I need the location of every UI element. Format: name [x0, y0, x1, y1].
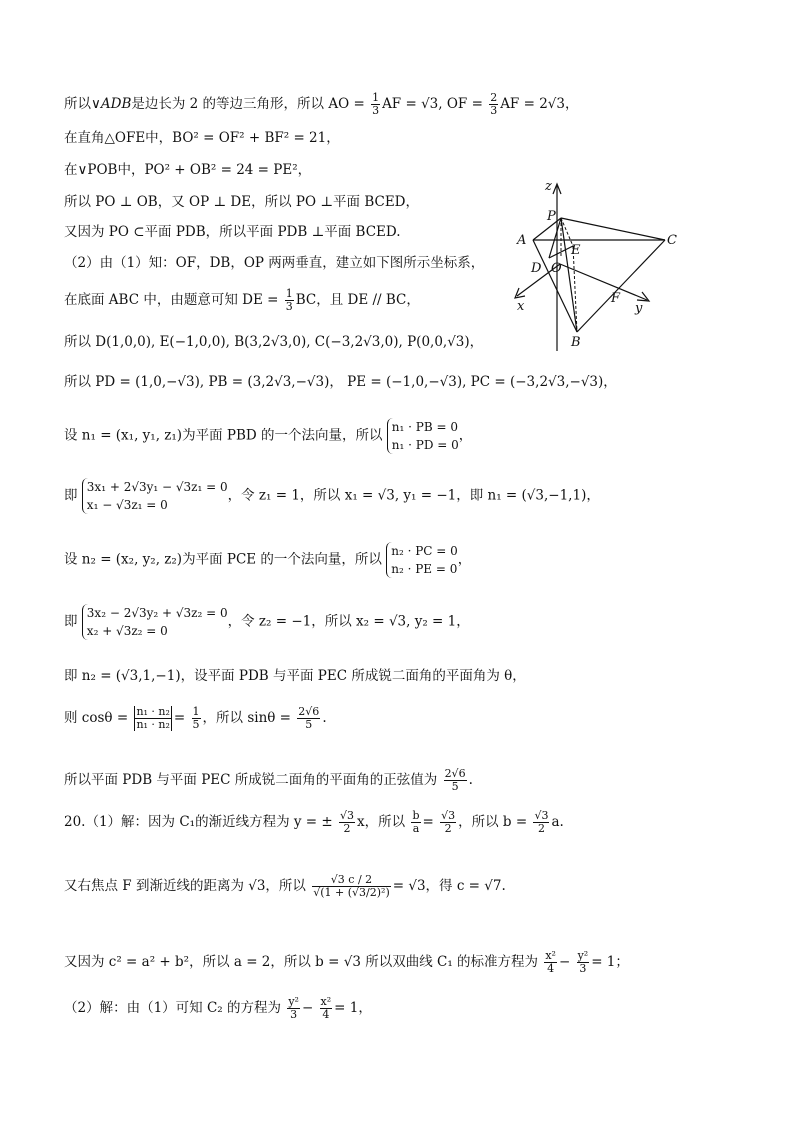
equation: x₁ − √3z₁ = 0 — [86, 498, 168, 512]
edge-cb — [577, 240, 665, 332]
denominator: 4 — [322, 1008, 330, 1021]
text: = — [173, 710, 186, 726]
text: 设 n₂ = (x₂, y₂, z₂)为平面 PCE 的一个法向量，所以 — [64, 551, 382, 568]
text: BC，且 DE // BC， — [295, 292, 420, 308]
numerator: √3 — [441, 809, 456, 822]
text-line-8: 所以 D(1,0,0), E(−1,0,0), B(3,2√3,0), C(−3,2√3,0), P(0,0,√3)， — [64, 334, 484, 350]
numerator: √3 — [534, 809, 549, 822]
equation: 3x₂ − 2√3y₂ + √3z₂ = 0 — [86, 606, 228, 620]
text: ，所以 sinθ = — [202, 710, 291, 726]
denominator: 2 — [537, 822, 545, 835]
text-line-9: 所以 PD = (1,0,−√3), PB = (3,2√3,−√3)， PE = (−1,0,−√3), PC = (−3,2√3,−√3)， — [64, 374, 617, 390]
text: . — [322, 710, 327, 726]
denominator: 3 — [372, 104, 380, 117]
text: （2）解：由（1）可知 C₂ 的方程为 — [64, 1000, 282, 1016]
text: = 1， — [334, 1000, 372, 1016]
text-line-15 — [64, 706, 327, 731]
text-line-16 — [64, 768, 473, 793]
equation-system — [82, 604, 228, 640]
denominator: 5 — [305, 718, 313, 731]
label-z: z — [545, 179, 552, 194]
text-line-5: 又因为 PO ⊂平面 PDB，所以平面 PDB ⊥平面 BCED. — [64, 224, 401, 240]
numerator: y² — [288, 995, 299, 1008]
label-y: y — [635, 301, 643, 316]
text-line-13 — [64, 604, 470, 640]
fraction — [287, 996, 300, 1021]
text: AF = 2√3， — [500, 96, 579, 112]
text: ，所以 b = — [458, 814, 528, 830]
text: 又右焦点 F 到渐近线的距离为 √3，所以 — [64, 878, 306, 894]
text: 所以平面 PDB 与平面 PEC 所成锐二面角的平面角的正弦值为 — [64, 772, 438, 788]
text: . — [468, 772, 473, 788]
numerator: y² — [577, 949, 589, 962]
denominator: 3 — [490, 104, 498, 117]
text: 在底面 ABC 中，由题意可知 DE = — [64, 292, 279, 308]
fraction — [440, 810, 456, 835]
text: − — [301, 1000, 314, 1016]
text: AF = √3, OF = — [382, 96, 483, 112]
fraction — [533, 810, 549, 835]
edge-pc — [561, 218, 665, 240]
equation-system — [82, 478, 228, 514]
x-arrow — [515, 288, 525, 298]
text: 设 n₁ = (x₁, y₁, z₁)为平面 PBD 的一个法向量，所以 — [64, 427, 383, 444]
fraction — [285, 288, 294, 313]
text: 则 cosθ = — [64, 710, 129, 726]
text: ，令 z₂ = −1，所以 x₂ = √3, y₂ = 1， — [227, 613, 470, 630]
text-line-18 — [64, 874, 506, 899]
denominator: 2 — [444, 822, 452, 835]
denominator: 3 — [579, 962, 587, 975]
equation: n₁ · PB = 0 — [391, 420, 458, 434]
fraction — [320, 996, 333, 1021]
equation: n₁ · PD = 0 — [391, 438, 459, 452]
text-line-6: （2）由（1）知：OF，DB，OP 两两垂直，建立如下图所示坐标系， — [64, 255, 485, 271]
text: x，所以 — [357, 814, 406, 830]
text: 即 — [64, 613, 78, 630]
label-p: P — [547, 209, 556, 224]
fraction — [577, 950, 590, 975]
text-line-11 — [64, 478, 600, 514]
denominator: n₁ · n₂ — [136, 718, 170, 731]
y-axis — [560, 264, 647, 300]
label-b: B — [571, 335, 581, 350]
pyramid-figure — [505, 176, 705, 351]
label-o: O — [551, 261, 562, 276]
numerator: 1 — [285, 287, 293, 300]
numerator: n₁ · n₂ — [136, 705, 170, 718]
text-line-20 — [64, 996, 372, 1021]
denominator: 4 — [547, 962, 555, 975]
fraction — [192, 706, 201, 731]
denominator: √(1 + (√3/2)²) — [313, 886, 390, 899]
denominator: 5 — [192, 718, 200, 731]
denominator: 5 — [451, 780, 459, 793]
numerator: x² — [320, 995, 332, 1008]
text-line-3: 在∨POB中，PO² + OB² = 24 = PE²， — [64, 162, 312, 178]
label-d: D — [531, 261, 542, 276]
fraction — [489, 92, 498, 117]
text: = 1； — [591, 954, 629, 970]
label-a: A — [517, 233, 527, 248]
denominator: 3 — [285, 300, 293, 313]
fraction — [297, 706, 320, 731]
denominator: 3 — [290, 1008, 298, 1021]
text-line-7 — [64, 288, 420, 313]
text: a. — [551, 814, 564, 830]
numerator: √3 — [340, 809, 355, 822]
text: 又因为 c² = a² + b²，所以 a = 2，所以 b = √3 所以双曲线 C₁ 的标准方程为 — [64, 954, 539, 970]
text-line-2: 在直角△OFE中，BO² = OF² + BF² = 21， — [64, 130, 340, 146]
numerator: 2 — [490, 91, 498, 104]
equation: n₂ · PE = 0 — [391, 562, 458, 576]
equation: n₂ · PC = 0 — [391, 544, 458, 558]
fraction — [444, 768, 467, 793]
fraction — [371, 92, 380, 117]
numerator: 2√6 — [444, 767, 466, 780]
fraction — [312, 874, 391, 899]
text: ，令 z₁ = 1，所以 x₁ = √3, y₁ = −1，即 n₁ = (√3,−1,1)， — [227, 487, 600, 504]
numerator: 1 — [192, 705, 200, 718]
fraction — [134, 706, 171, 731]
numerator: 2√6 — [298, 705, 320, 718]
denominator: a — [412, 822, 420, 835]
denominator: 2 — [343, 822, 351, 835]
text: − — [558, 954, 571, 970]
label-f: F — [611, 291, 621, 306]
text: 是边长为 2 的等边三角形，所以 AO = — [131, 96, 365, 112]
equation-system — [386, 542, 458, 578]
fraction — [339, 810, 355, 835]
numerator: 1 — [372, 91, 380, 104]
text-line-17 — [64, 810, 564, 835]
label-c: C — [667, 233, 677, 248]
text: = — [422, 814, 434, 830]
text: 即 — [64, 487, 78, 504]
equation: x₂ + √3z₂ = 0 — [86, 624, 168, 638]
text: = √3，得 c = √7. — [392, 878, 506, 894]
fraction — [411, 810, 420, 835]
equation: 3x₁ + 2√3y₁ − √3z₁ = 0 — [86, 480, 228, 494]
text-line-14: 即 n₂ = (√3,1,−1)，设平面 PDB 与平面 PEC 所成锐二面角的平面角为 θ， — [64, 668, 526, 684]
label-e: E — [571, 243, 581, 258]
text: ∨ADB — [91, 96, 132, 112]
text: ， — [457, 551, 472, 568]
text-line-4: 所以 PO ⊥ OB，又 OP ⊥ DE，所以 PO ⊥平面 BCED， — [64, 194, 420, 210]
text-line-19 — [64, 950, 629, 975]
text-line-10 — [64, 418, 472, 454]
fraction — [544, 950, 557, 975]
text-line-12 — [64, 542, 471, 578]
numerator: √3 c / 2 — [312, 874, 391, 887]
label-x: x — [517, 299, 525, 314]
text: ， — [458, 427, 473, 444]
text: 所以 — [64, 96, 91, 112]
numerator: b — [412, 809, 420, 822]
equation-system — [387, 418, 459, 454]
text-line-1 — [64, 92, 578, 117]
text: 20.（1）解：因为 C₁的渐近线方程为 y = ± — [64, 814, 333, 830]
edge-pd — [549, 218, 561, 258]
numerator: x² — [545, 949, 556, 962]
